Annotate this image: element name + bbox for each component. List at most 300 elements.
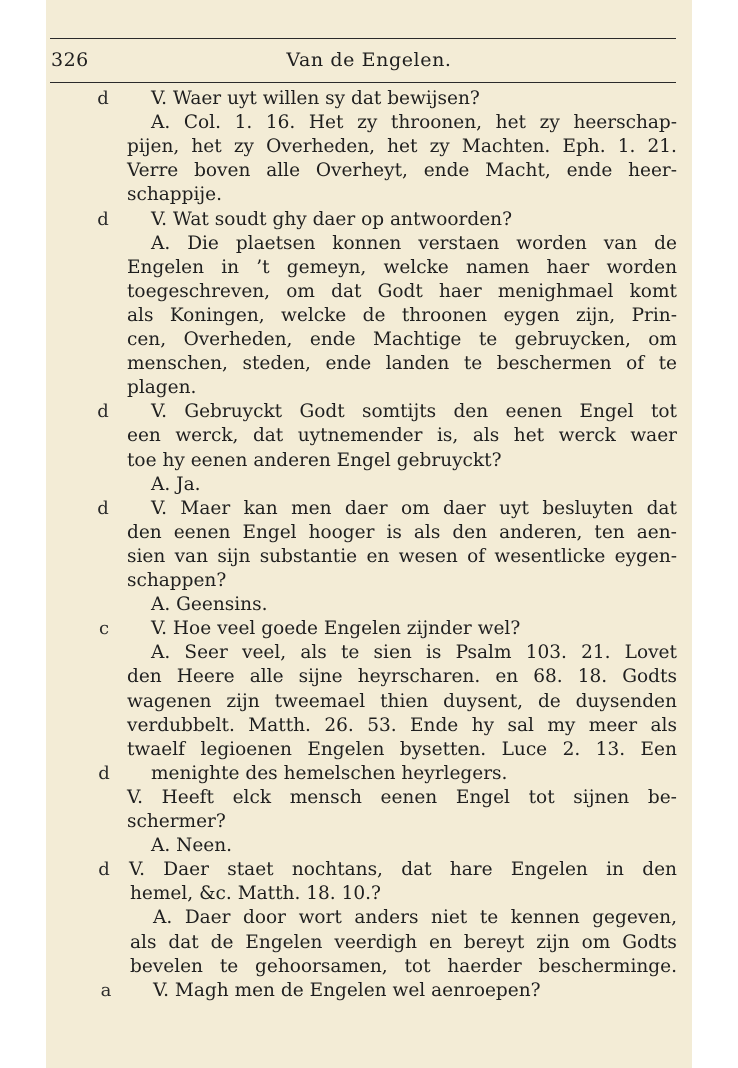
text-word: te bbox=[479, 907, 499, 929]
text-word: is bbox=[425, 642, 442, 664]
text-word: kan bbox=[243, 497, 278, 519]
text-word: gebruyckt? bbox=[396, 449, 502, 471]
text-line bbox=[127, 545, 677, 569]
text-line bbox=[127, 786, 677, 810]
text-word: als bbox=[413, 521, 441, 543]
text-word: my bbox=[547, 714, 576, 736]
text-word: eenen bbox=[505, 401, 563, 423]
text-word: V. bbox=[129, 859, 146, 881]
margin-marker: d bbox=[98, 859, 110, 881]
text-word: V. bbox=[127, 786, 144, 808]
text-word: 53. bbox=[367, 714, 397, 736]
text-word: dat bbox=[168, 931, 199, 953]
text-word: thien bbox=[380, 690, 429, 712]
text-word: Engel bbox=[242, 521, 297, 543]
text-word: duysenden bbox=[575, 690, 677, 712]
text-word: dat bbox=[252, 425, 284, 447]
text-word: dat bbox=[331, 280, 362, 302]
text-word: Godts bbox=[622, 666, 677, 688]
text-word: Koningen, bbox=[169, 304, 265, 326]
text-line bbox=[127, 304, 677, 328]
text-word: anderen bbox=[253, 449, 331, 471]
text-word: toe bbox=[127, 449, 157, 471]
text-word: elck bbox=[232, 786, 272, 808]
text-word: Godt bbox=[377, 280, 423, 302]
text-word: anders bbox=[354, 907, 419, 929]
text-word: A. bbox=[151, 594, 171, 616]
text-line bbox=[127, 521, 677, 545]
text-line bbox=[127, 810, 232, 834]
text-word: V. bbox=[151, 497, 168, 519]
text-word: Psalm bbox=[455, 642, 512, 664]
text-word: dat bbox=[646, 497, 677, 519]
text-word: als bbox=[130, 931, 157, 953]
text-word: Godts bbox=[622, 931, 677, 953]
text-word: worden bbox=[516, 232, 587, 254]
text-word: Overheden, bbox=[266, 136, 375, 158]
text-word: kennen bbox=[510, 907, 580, 929]
text-word: namen bbox=[465, 256, 530, 278]
text-word: het bbox=[387, 136, 418, 158]
text-word: eygen bbox=[503, 304, 560, 326]
text-word: sy bbox=[325, 88, 346, 109]
text-line bbox=[127, 352, 677, 376]
text-line bbox=[127, 135, 677, 159]
text-word: veel bbox=[217, 618, 256, 640]
text-word: Engelen bbox=[127, 256, 204, 278]
text-word: cen, bbox=[127, 329, 167, 350]
text-word: A. bbox=[151, 835, 171, 857]
text-word: te bbox=[219, 955, 239, 977]
text-word: eenen bbox=[190, 449, 248, 471]
text-word: Godt bbox=[299, 401, 345, 423]
text-word: duysent, bbox=[443, 690, 524, 712]
text-line bbox=[153, 906, 677, 930]
text-word: schappen? bbox=[127, 570, 227, 591]
text-word: throonen bbox=[401, 304, 488, 326]
text-word: sijn bbox=[217, 545, 251, 567]
text-word: besluyten bbox=[542, 497, 634, 519]
text-word: A. bbox=[151, 642, 171, 664]
text-word: sal bbox=[507, 714, 534, 736]
text-word: hare bbox=[449, 859, 493, 881]
text-word: men bbox=[234, 979, 275, 1001]
text-word: V. bbox=[151, 88, 168, 109]
text-word: van bbox=[174, 545, 208, 567]
text-word: substantie bbox=[259, 545, 358, 567]
text-word: als bbox=[650, 714, 677, 736]
text-word: 18. bbox=[306, 883, 336, 905]
text-word: een bbox=[127, 425, 161, 447]
text-word: anderen, bbox=[499, 521, 583, 543]
text-word: den bbox=[642, 859, 677, 881]
text-word: men bbox=[291, 497, 332, 519]
text-word: Engelen bbox=[309, 979, 387, 1001]
text-line bbox=[127, 690, 677, 714]
text-word: Overheden, bbox=[183, 329, 293, 350]
text-word: Matth. bbox=[248, 714, 311, 736]
margin-marker: a bbox=[100, 979, 112, 1001]
text-word: 26. bbox=[324, 714, 354, 736]
text-word: wel bbox=[392, 979, 426, 1001]
text-word: uyt bbox=[227, 88, 257, 109]
text-word: landen bbox=[385, 353, 450, 375]
text-line bbox=[127, 183, 228, 207]
text-word: door bbox=[243, 907, 286, 929]
text-word: 103. bbox=[525, 642, 567, 664]
header-rule-bottom bbox=[50, 82, 676, 83]
text-word: eenen bbox=[173, 521, 231, 543]
text-word: of bbox=[626, 353, 645, 375]
text-word: de bbox=[537, 690, 561, 712]
text-word: Luce bbox=[501, 738, 548, 760]
text-line bbox=[127, 714, 677, 738]
text-word: bereyt bbox=[463, 931, 525, 953]
text-word: Een bbox=[640, 738, 677, 760]
text-word: Engelen bbox=[307, 738, 385, 760]
text-word: uytnemender bbox=[297, 425, 423, 447]
text-word: 18. bbox=[577, 666, 608, 688]
text-word: soudt bbox=[214, 208, 267, 230]
text-word: den bbox=[127, 521, 162, 543]
text-word: om bbox=[400, 497, 430, 519]
text-line bbox=[127, 738, 677, 762]
text-word: alle bbox=[249, 666, 284, 688]
text-word: V. bbox=[151, 401, 168, 423]
text-word: tot bbox=[650, 401, 677, 423]
text-line bbox=[151, 641, 677, 665]
text-word: nochtans, bbox=[291, 859, 383, 881]
text-word: verdubbelt. bbox=[127, 714, 235, 736]
text-line bbox=[127, 376, 202, 400]
text-word: hemelschen bbox=[283, 762, 396, 784]
text-word: plagen. bbox=[127, 377, 197, 399]
text-word: wesentlicke bbox=[494, 545, 606, 567]
text-word: Seer bbox=[184, 642, 228, 664]
text-word: Col. bbox=[183, 112, 221, 134]
text-line bbox=[151, 834, 238, 858]
text-word: sijne bbox=[298, 666, 343, 688]
text-word: twaelf bbox=[127, 738, 186, 760]
text-word: konnen bbox=[332, 232, 402, 254]
text-word: Engel bbox=[336, 449, 391, 471]
text-word: V. bbox=[153, 979, 170, 1001]
text-word: is bbox=[386, 521, 402, 543]
text-word: Engelen bbox=[245, 931, 323, 953]
text-word: bewijsen? bbox=[387, 88, 480, 109]
text-word: den bbox=[452, 521, 488, 543]
text-word: V. bbox=[151, 618, 168, 640]
text-line bbox=[127, 328, 677, 352]
text-word: ghy bbox=[272, 208, 307, 230]
text-word: zijn bbox=[226, 690, 260, 712]
text-word: ende bbox=[423, 160, 470, 182]
text-word: sijnen bbox=[573, 786, 630, 808]
text-word: 21. bbox=[647, 136, 677, 158]
text-word: Machten. bbox=[461, 136, 551, 158]
text-line bbox=[151, 497, 677, 521]
text-word: plaetsen bbox=[235, 232, 316, 254]
text-word: eygen- bbox=[614, 545, 677, 567]
text-word: hy bbox=[162, 449, 185, 471]
text-word: schappije. bbox=[127, 184, 222, 206]
text-word: te bbox=[340, 642, 360, 664]
text-word: A. bbox=[151, 473, 171, 495]
text-word: 13. bbox=[595, 738, 626, 760]
text-word: boven bbox=[194, 160, 251, 182]
header-rule-top bbox=[50, 38, 676, 39]
text-word: wagenen bbox=[127, 690, 212, 712]
text-word: Wat bbox=[172, 208, 209, 230]
margin-marker: d bbox=[97, 208, 109, 230]
text-line bbox=[130, 931, 677, 955]
text-word: willen bbox=[262, 88, 320, 109]
text-word: Engel bbox=[579, 401, 634, 423]
text-word: 21. bbox=[581, 642, 611, 664]
text-word: toegeschreven, bbox=[127, 280, 271, 302]
text-word: veerdigh bbox=[334, 931, 418, 953]
text-word: A. bbox=[151, 232, 171, 254]
text-word: des bbox=[245, 762, 278, 784]
text-word: ende bbox=[309, 329, 356, 350]
text-word: als bbox=[127, 304, 154, 326]
text-word: bysetten. bbox=[399, 738, 487, 760]
text-word: aen- bbox=[636, 521, 677, 543]
text-word: staet bbox=[227, 859, 274, 881]
margin-marker: d bbox=[97, 88, 109, 109]
text-line bbox=[151, 593, 273, 617]
text-word: hemel, bbox=[130, 883, 194, 905]
text-word: A. bbox=[151, 112, 171, 134]
text-word: van bbox=[603, 232, 638, 254]
text-word: als bbox=[472, 425, 500, 447]
text-word: werck bbox=[558, 425, 616, 447]
text-word: throonen, bbox=[390, 112, 483, 134]
text-line bbox=[127, 569, 232, 593]
text-line bbox=[127, 159, 677, 183]
text-word: en bbox=[366, 545, 390, 567]
text-word: welcke bbox=[383, 256, 449, 278]
text-line bbox=[151, 762, 513, 786]
text-word: haerder bbox=[447, 955, 522, 977]
text-word: gebruycken, bbox=[514, 329, 631, 350]
text-word: zy bbox=[539, 112, 560, 134]
text-line bbox=[130, 955, 677, 979]
text-word: hy bbox=[471, 714, 495, 736]
text-word: om bbox=[286, 280, 315, 302]
text-word: in bbox=[221, 256, 240, 278]
page-number: 326 bbox=[51, 49, 89, 71]
text-word: te bbox=[463, 353, 483, 375]
text-word: te bbox=[478, 329, 498, 350]
text-word: V. bbox=[151, 208, 168, 230]
text-word: te bbox=[658, 353, 677, 375]
text-word: zy bbox=[429, 136, 450, 158]
text-line bbox=[127, 449, 507, 473]
text-word: gehoorsamen, bbox=[255, 955, 388, 977]
text-word: 2. bbox=[562, 738, 581, 760]
text-line bbox=[153, 979, 546, 1003]
text-word: op bbox=[361, 208, 385, 230]
text-word: ende bbox=[325, 353, 372, 375]
text-word: Engelen bbox=[510, 859, 588, 881]
text-word: tot bbox=[528, 786, 555, 808]
text-word: menighmael bbox=[497, 280, 614, 302]
text-word: haer bbox=[438, 280, 482, 302]
text-word: en bbox=[429, 931, 452, 953]
text-word: Eph. bbox=[562, 136, 606, 158]
text-line bbox=[127, 424, 677, 448]
text-word: Daer bbox=[163, 859, 209, 881]
text-word: Lovet bbox=[624, 642, 677, 664]
text-word: Prin- bbox=[631, 304, 677, 326]
text-word: daer bbox=[443, 497, 486, 519]
text-word: A. bbox=[153, 907, 173, 929]
text-word: Ende bbox=[410, 714, 459, 736]
margin-marker: d bbox=[97, 497, 109, 519]
text-word: om bbox=[581, 931, 611, 953]
text-word: om bbox=[648, 329, 677, 350]
text-word: welcke bbox=[281, 304, 347, 326]
text-line bbox=[151, 617, 526, 641]
text-word: dat bbox=[351, 88, 382, 109]
text-word: ’t bbox=[256, 256, 270, 278]
text-line bbox=[129, 858, 677, 882]
text-word: en bbox=[495, 666, 519, 688]
text-word: Overheyt, bbox=[315, 160, 408, 182]
text-word: daer bbox=[344, 497, 388, 519]
text-word: Die bbox=[187, 232, 219, 254]
text-word: Neen. bbox=[176, 835, 233, 857]
text-word: Maer bbox=[180, 497, 231, 519]
text-line bbox=[151, 400, 677, 424]
text-word: Heere bbox=[176, 666, 235, 688]
text-word: worden bbox=[606, 256, 677, 278]
text-word: als bbox=[300, 642, 327, 664]
text-word: Magh bbox=[174, 979, 229, 1001]
text-word: bescherminge. bbox=[538, 955, 677, 977]
text-word: wort bbox=[298, 907, 342, 929]
text-word: ten bbox=[594, 521, 625, 543]
text-word: Daer bbox=[184, 907, 231, 929]
text-word: Ja. bbox=[176, 473, 201, 495]
text-word: bevelen bbox=[130, 955, 203, 977]
text-word: of bbox=[467, 545, 486, 567]
text-word: werck, bbox=[175, 425, 239, 447]
text-word: schermer? bbox=[127, 811, 226, 832]
text-word: zijn, bbox=[575, 304, 616, 326]
text-word: pijen, bbox=[127, 136, 180, 158]
text-word: wesen bbox=[398, 545, 458, 567]
text-word: Macht, bbox=[485, 160, 551, 182]
text-line bbox=[127, 665, 677, 689]
text-line bbox=[151, 111, 677, 135]
text-word: aenroepen? bbox=[431, 979, 541, 1001]
text-word: Engel bbox=[455, 786, 510, 808]
text-word: 16. bbox=[265, 112, 296, 134]
text-word: hooger bbox=[308, 521, 375, 543]
text-word: Waer bbox=[172, 88, 222, 109]
text-line bbox=[127, 256, 677, 280]
text-line bbox=[130, 882, 387, 906]
text-word: eenen bbox=[380, 786, 438, 808]
text-word: ende bbox=[566, 160, 613, 182]
text-word: gemeyn, bbox=[286, 256, 367, 278]
text-word: komt bbox=[629, 280, 677, 302]
text-word: het bbox=[513, 425, 545, 447]
text-word: verstaen bbox=[418, 232, 500, 254]
text-word: menschen, bbox=[127, 353, 228, 375]
text-word: het bbox=[495, 112, 526, 134]
text-word: in bbox=[606, 859, 624, 881]
text-word: goede bbox=[261, 618, 318, 640]
text-word: Het bbox=[308, 112, 344, 134]
text-line bbox=[151, 208, 518, 232]
text-word: Verre bbox=[127, 160, 179, 182]
text-line bbox=[151, 87, 486, 111]
text-word: heyrscharen. bbox=[357, 666, 481, 688]
text-word: niet bbox=[431, 907, 468, 929]
text-word: den bbox=[127, 666, 162, 688]
text-line bbox=[151, 473, 206, 497]
margin-marker: c bbox=[98, 618, 110, 640]
text-word: de bbox=[654, 232, 677, 254]
text-word: de bbox=[210, 931, 234, 953]
margin-marker: d bbox=[98, 762, 110, 784]
text-word: gegeven, bbox=[592, 907, 677, 929]
text-word: uyt bbox=[499, 497, 529, 519]
text-word: mensch bbox=[289, 786, 362, 808]
text-word: sien bbox=[127, 545, 166, 567]
text-word: den bbox=[453, 401, 489, 423]
text-word: heerschap- bbox=[573, 112, 677, 134]
text-line bbox=[151, 232, 677, 256]
text-word: 68. bbox=[533, 666, 563, 688]
text-word: zijnder bbox=[406, 618, 472, 640]
text-word: waer bbox=[630, 425, 677, 447]
text-word: Gebruyckt bbox=[184, 401, 283, 423]
text-word: veel, bbox=[242, 642, 287, 664]
text-word: steden, bbox=[242, 353, 311, 375]
text-word: zy bbox=[233, 136, 255, 158]
text-word: zijn bbox=[536, 931, 570, 953]
text-word: wel? bbox=[477, 618, 521, 640]
text-word: daer bbox=[312, 208, 356, 230]
text-word: be- bbox=[647, 786, 677, 808]
text-word: beschermen bbox=[496, 353, 612, 375]
text-word: alle bbox=[266, 160, 301, 182]
text-word: meer bbox=[588, 714, 638, 736]
text-word: antwoorden? bbox=[390, 208, 512, 230]
text-word: 10.? bbox=[341, 883, 381, 905]
text-word: tweemael bbox=[274, 690, 366, 712]
text-word: het bbox=[191, 136, 222, 158]
text-word: Heeft bbox=[161, 786, 214, 808]
text-word: is, bbox=[437, 425, 459, 447]
text-word: Hoe bbox=[172, 618, 212, 640]
text-word: tot bbox=[404, 955, 431, 977]
running-title: Van de Engelen. bbox=[286, 49, 452, 71]
text-word: 1. bbox=[234, 112, 253, 134]
text-word: somtijts bbox=[361, 401, 437, 423]
text-word: heyrlegers. bbox=[401, 762, 508, 784]
text-word: 1. bbox=[617, 136, 636, 158]
text-word: zy bbox=[357, 112, 378, 134]
text-word: Geensins. bbox=[176, 594, 268, 616]
text-line bbox=[127, 280, 677, 304]
text-word: legioenen bbox=[200, 738, 292, 760]
text-word: sien bbox=[373, 642, 412, 664]
